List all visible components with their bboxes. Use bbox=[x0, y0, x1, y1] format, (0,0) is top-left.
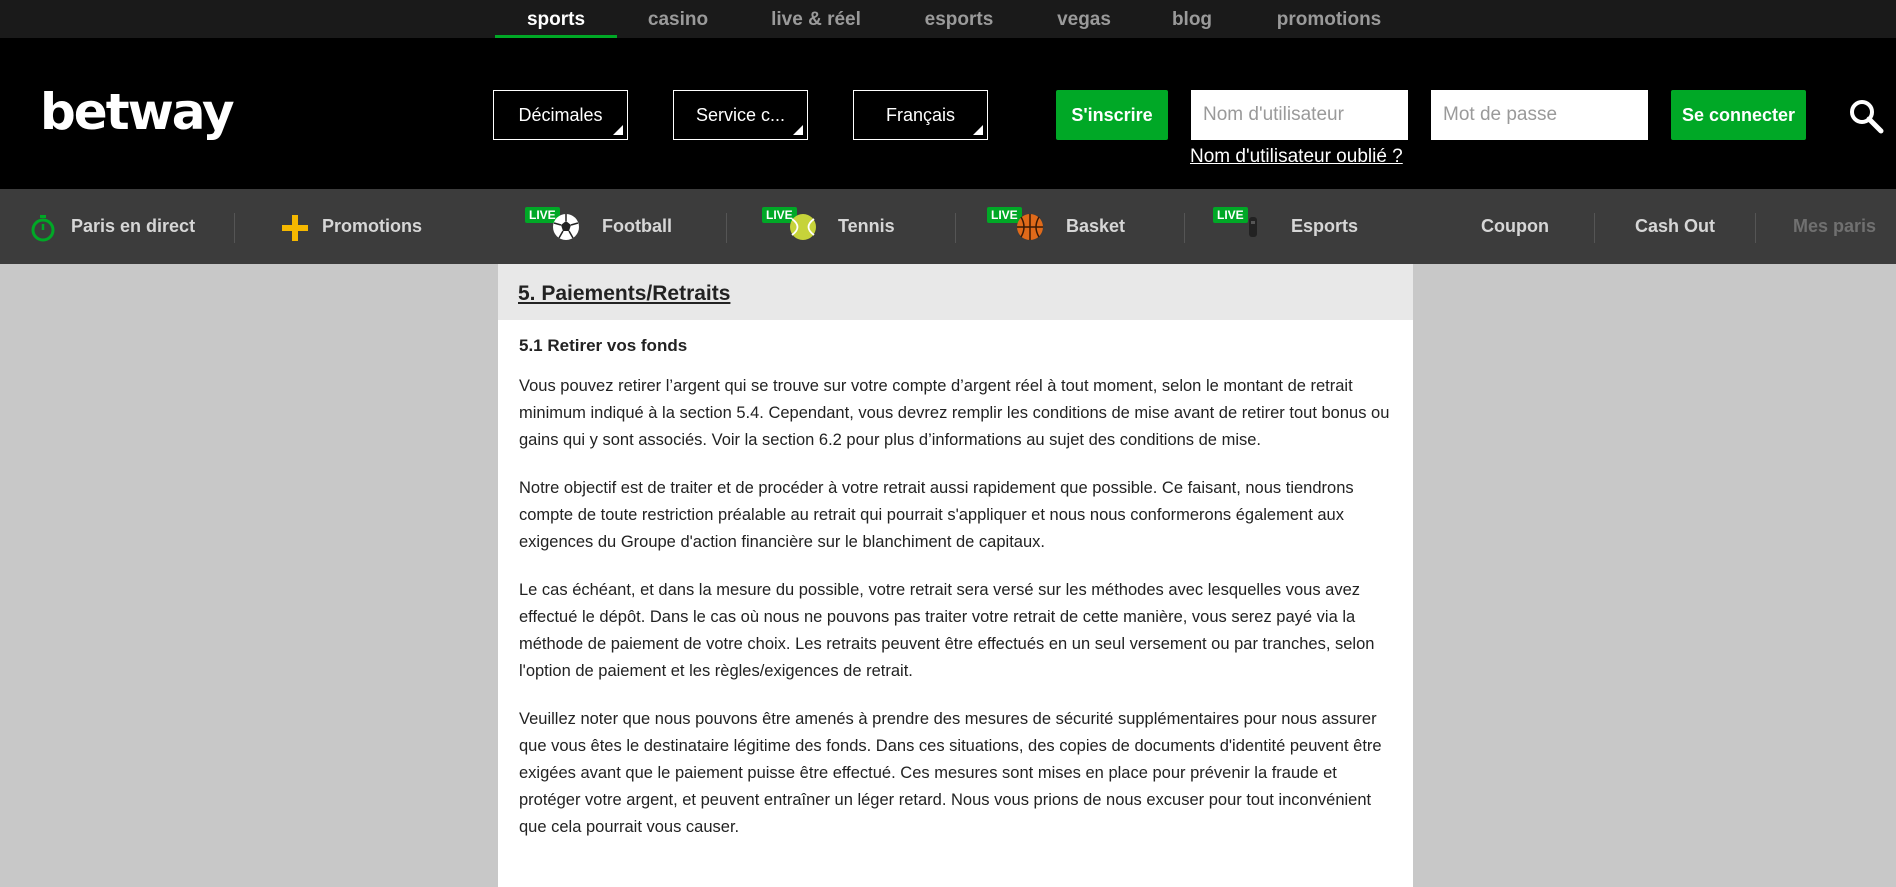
stopwatch-icon bbox=[30, 214, 56, 242]
nav-football[interactable]: Football bbox=[602, 216, 672, 236]
terms-content bbox=[498, 264, 1413, 887]
language-value: Français bbox=[885, 105, 956, 125]
register-button[interactable]: S'inscrire bbox=[1056, 90, 1168, 140]
gamepad-icon bbox=[1244, 213, 1262, 241]
dropdown-corner-icon bbox=[793, 125, 803, 135]
tab-live-reel[interactable]: live & réel bbox=[771, 9, 861, 30]
service-select[interactable] bbox=[673, 90, 808, 140]
odds-format-select[interactable] bbox=[493, 90, 628, 140]
nav-separator bbox=[726, 213, 727, 243]
live-badge: LIVE bbox=[987, 207, 1022, 223]
paragraph: Veuillez noter que nous pouvons être amenés à prendre des mesures de sécurité supplémentaires pour nous assurer que vous êtes le destinataire légitime des fonds. Dans ces situations, des copies de documents d'identité peuvent être exigées avant que le paiement puisse être effectué. Ces mesures sont mises en place pour prévenir la fraude et protéger votre argent, et peuvent entraîner un léger retard. Nous vous prions de nous excuser pour tout inconvénient que cela pourrait vous causer. bbox=[519, 710, 1382, 836]
odds-format-value: Décimales bbox=[518, 105, 603, 125]
paragraph: Notre objectif est de traiter et de procéder à votre retrait aussi rapidement que possible. Ce faisant, nous tiendrons compte de toute restriction préalable au retrait qui pourrait s'appliquer et nous nous conformerons également aux exigences du Groupe d'action financière sur le blanchiment de capitaux. bbox=[519, 479, 1354, 551]
nav-my-bets[interactable]: Mes paris bbox=[1793, 216, 1877, 236]
forgot-username-link[interactable]: Nom d'utilisateur oublié ? bbox=[1190, 146, 1403, 167]
nav-separator bbox=[1184, 213, 1185, 243]
nav-live-betting[interactable]: Paris en direct bbox=[71, 216, 196, 236]
language-select[interactable] bbox=[853, 90, 988, 140]
nav-separator bbox=[1755, 213, 1756, 243]
section-body bbox=[498, 320, 1413, 841]
sports-nav bbox=[0, 189, 1896, 264]
search-icon[interactable] bbox=[1848, 98, 1884, 134]
tab-casino[interactable]: casino bbox=[647, 9, 709, 30]
section-header bbox=[498, 264, 1413, 320]
service-value: Service c... bbox=[695, 105, 786, 125]
tab-blog[interactable]: blog bbox=[1171, 9, 1213, 30]
tab-esports[interactable]: esports bbox=[924, 9, 994, 30]
dropdown-corner-icon bbox=[613, 125, 623, 135]
username-input[interactable] bbox=[1191, 90, 1408, 140]
live-badge: LIVE bbox=[525, 207, 560, 223]
nav-promotions[interactable]: Promotions bbox=[322, 216, 423, 236]
soccer-ball-icon bbox=[552, 213, 580, 241]
password-input[interactable] bbox=[1431, 90, 1648, 140]
betway-logo[interactable]: betway bbox=[40, 83, 233, 141]
nav-separator bbox=[234, 213, 235, 243]
nav-separator bbox=[1594, 213, 1595, 243]
tab-sports[interactable]: sports bbox=[495, 0, 617, 38]
tab-vegas[interactable]: vegas bbox=[1057, 9, 1111, 30]
tennis-ball-icon bbox=[789, 213, 817, 241]
basketball-icon bbox=[1016, 213, 1044, 241]
plus-icon bbox=[282, 215, 308, 241]
nav-cash-out[interactable]: Cash Out bbox=[1635, 216, 1716, 236]
live-badge: LIVE bbox=[762, 207, 797, 223]
nav-esports[interactable]: Esports bbox=[1291, 216, 1359, 236]
section-title[interactable]: 5. Paiements/Retraits bbox=[518, 282, 731, 305]
nav-tennis[interactable]: Tennis bbox=[838, 216, 895, 236]
nav-separator bbox=[955, 213, 956, 243]
paragraph: Le cas échéant, et dans la mesure du possible, votre retrait sera versé sur les méthodes avec lesquelles vous avez effectué le dépôt. Dans le cas où nous ne pouvons pas traiter votre retrait de cette manière, vous serez payé via la méthode de paiement de votre choix. Les retraits peuvent être effectués en un seul versement ou par tranches, selon l'option de paiement et les règles/exigences de retrait. bbox=[519, 581, 1375, 680]
site-header bbox=[0, 38, 1896, 189]
subheading: 5.1 Retirer vos fonds bbox=[519, 336, 688, 355]
login-button[interactable]: Se connecter bbox=[1671, 90, 1806, 140]
paragraph: Vous pouvez retirer l’argent qui se trouve sur votre compte d’argent réel à tout moment, selon le montant de retrait minimum indiqué à la section 5.4. Cependant, vous devrez remplir les conditions de mise avant de retirer tout bonus ou gains qui y sont associés. Voir la section 6.2 pour plus d’informations au sujet des conditions de mise. bbox=[519, 377, 1390, 449]
live-badge: LIVE bbox=[1213, 207, 1248, 223]
nav-coupon[interactable]: Coupon bbox=[1481, 216, 1549, 236]
dropdown-corner-icon bbox=[973, 125, 983, 135]
tab-promotions[interactable]: promotions bbox=[1276, 9, 1382, 30]
product-tabs bbox=[0, 0, 1896, 38]
nav-basket[interactable]: Basket bbox=[1066, 216, 1126, 236]
